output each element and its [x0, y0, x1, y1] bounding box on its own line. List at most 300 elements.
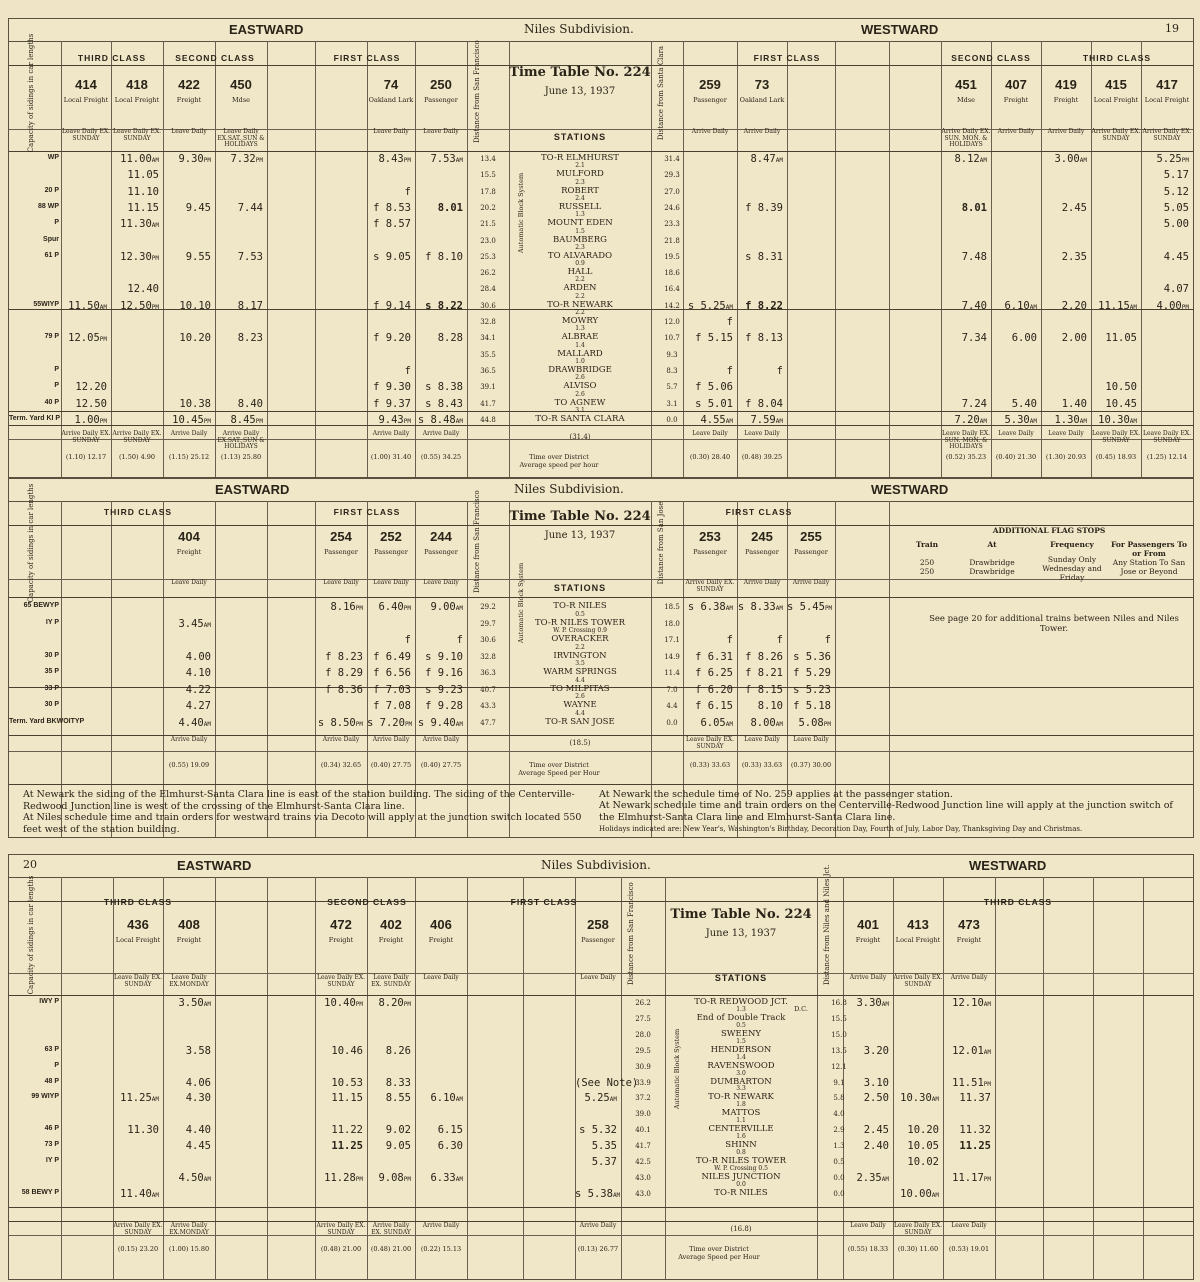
departure-frequency: Leave Daily EX. SUNDAY — [685, 736, 735, 750]
time-cell: 4.00 — [185, 650, 211, 663]
time-cell: 8.33 — [385, 1076, 411, 1089]
train-name-253: Passenger — [693, 548, 727, 556]
station-name: ROBERT — [561, 185, 599, 196]
time-cell: f — [404, 364, 411, 377]
station-interval: 2.2 — [575, 276, 585, 284]
distance-sf: 39.1 — [480, 383, 496, 392]
time-cell: 10.10 — [179, 299, 211, 312]
distance-end: 12.0 — [664, 318, 680, 326]
time-cell: s 7.20PM — [367, 716, 413, 729]
distance-sf: 41.7 — [635, 1142, 651, 1151]
train-number-413: 413 — [907, 917, 929, 932]
arrival-frequency: Arrive Daily — [422, 430, 460, 437]
time-cell: 11.00AM — [120, 153, 159, 165]
station-interval: 3.0 — [736, 1069, 746, 1077]
time-cell: s 5.25AM — [687, 299, 733, 312]
arrival-frequency: Arrive Daily EX. SUNDAY — [113, 1222, 163, 1236]
time-cell: 8.23 — [237, 332, 263, 345]
train-name-259: Passenger — [693, 96, 727, 104]
time-cell: 11.37 — [959, 1092, 991, 1105]
time-over-district-value: (0.52) 35.23 — [945, 453, 987, 461]
time-over-district-value: (0.45) 18.93 — [1095, 453, 1137, 461]
time-cell: 10.05 — [907, 1140, 939, 1153]
time-cell: s 9.23 — [425, 683, 463, 696]
class-header-w3: THIRD CLASS — [1082, 53, 1152, 63]
station-interval: 2.1 — [575, 162, 585, 170]
time-over-district-label: Time over District — [689, 1245, 749, 1253]
total-distance: (18.5) — [569, 739, 591, 747]
distance-sf: 15.5 — [480, 171, 496, 180]
time-cell: 5.05 — [1163, 201, 1189, 214]
time-over-district-value: (0.30) 28.40 — [689, 453, 731, 461]
time-cell: f 6.25 — [695, 667, 733, 679]
time-cell: 7.34 — [961, 332, 987, 345]
station-name: ARDEN — [563, 283, 597, 294]
train-number-418: 418 — [126, 77, 148, 92]
arrival-frequency: Arrive Daily — [322, 736, 360, 743]
arrival-frequency: Arrive Daily EX. SUNDAY — [112, 430, 162, 444]
station-name: HENDERSON — [710, 1044, 772, 1055]
train-frequency-254: Leave Daily — [323, 579, 359, 586]
time-cell: f 8.26 — [745, 650, 783, 663]
train-number-415: 415 — [1105, 77, 1127, 92]
arrival-frequency: Arrive Daily — [372, 736, 410, 743]
time-over-district-value: (0.40) 27.75 — [370, 761, 412, 769]
train-name-473: Freight — [956, 936, 982, 944]
siding-capacity: P — [54, 1061, 59, 1069]
timetable-panel-page-20 — [8, 854, 1194, 1280]
train-frequency-258: Leave Daily — [580, 974, 616, 981]
time-cell: 8.47AM — [750, 153, 783, 165]
siding-capacity: 20 P — [44, 186, 59, 194]
time-cell: 2.00 — [1061, 332, 1087, 345]
train-number-255: 255 — [800, 529, 822, 544]
grid-rule-v — [215, 877, 216, 1279]
time-cell: 9.05 — [385, 1140, 411, 1153]
panel-header — [9, 855, 1193, 878]
timetable-panel-niles-san-jose — [8, 478, 1194, 838]
grid-rule-v — [267, 501, 268, 837]
time-cell: 8.17 — [237, 299, 263, 312]
train-name-414: Local Freight — [63, 96, 109, 104]
siding-capacity: IY P — [45, 618, 59, 626]
distance-sf: 30.6 — [480, 636, 496, 644]
time-cell: s 6.38AM — [687, 601, 733, 613]
time-cell: 4.00PM — [1156, 299, 1189, 312]
station-interval: 1.8 — [736, 1101, 746, 1109]
station-interval: 4.4 — [575, 676, 585, 684]
distance-end: 2.9 — [833, 1126, 845, 1135]
grid-rule-v — [61, 501, 62, 837]
train-frequency-259: Arrive Daily — [691, 128, 729, 135]
distance-end: 0.0 — [833, 1173, 845, 1182]
station-name: TO ALVARADO — [547, 250, 613, 261]
arrival-frequency: Arrive Daily — [422, 1222, 460, 1229]
siding-capacity: 61 P — [44, 251, 59, 259]
time-cell: 2.35AM — [856, 1171, 889, 1184]
distance-sf: 28.0 — [635, 1030, 651, 1039]
time-cell: 12.10AM — [952, 997, 991, 1009]
distance-end: 18.5 — [664, 603, 680, 611]
train-frequency-418: Leave Daily EX. SUNDAY — [112, 128, 162, 142]
train-frequency-253: Arrive Daily EX. SUNDAY — [685, 579, 735, 593]
time-cell: 5.25PM — [1156, 153, 1189, 165]
distance-from-sf-label: Distance from San Francisco — [627, 882, 635, 985]
siding-capacity: Spur — [43, 235, 59, 243]
station-name: TO-R ELMHURST — [541, 153, 619, 163]
train-number-451: 451 — [955, 77, 977, 92]
distance-sf: 42.5 — [635, 1158, 651, 1166]
time-cell: 10.50 — [1105, 381, 1137, 394]
distance-end: 24.6 — [664, 203, 680, 212]
departure-frequency: Leave Daily EX. SUNDAY — [1091, 430, 1141, 444]
distance-end: 15.5 — [831, 1014, 847, 1023]
distance-sf: 26.2 — [635, 999, 651, 1007]
station-name: ALVISO — [563, 381, 597, 392]
station-interval: 3.5 — [575, 660, 585, 667]
class-header-w1: FIRST CLASS — [753, 53, 821, 63]
time-cell: 7.32PM — [230, 153, 263, 165]
time-cell: 5.12 — [1163, 185, 1189, 198]
train-number-436: 436 — [127, 917, 149, 932]
station-interval: 1.3 — [575, 325, 585, 333]
arrival-frequency: Arrive Daily — [579, 1222, 617, 1229]
time-cell: f — [824, 634, 831, 646]
time-cell: f 8.57 — [373, 218, 411, 231]
time-cell: s 8.33AM — [737, 601, 783, 613]
time-over-district-value: (0.37) 30.00 — [790, 761, 832, 769]
average-speed-label: Average Speed per Hour — [518, 769, 600, 777]
train-number-473: 473 — [958, 917, 980, 932]
time-cell: 4.22 — [185, 683, 211, 696]
train-number-250: 250 — [430, 77, 452, 92]
time-cell: 11.15AM — [1098, 299, 1137, 312]
grid-rule-v — [111, 501, 112, 837]
time-cell: 6.10AM — [1004, 299, 1037, 312]
time-cell: 2.40 — [863, 1140, 889, 1153]
time-cell: 8.40 — [237, 397, 263, 410]
distance-sf: 26.2 — [480, 269, 496, 278]
train-frequency-404: Leave Daily — [171, 579, 207, 586]
time-cell: 9.00AM — [430, 601, 463, 613]
train-name-255: Passenger — [794, 548, 828, 556]
train-frequency-401: Arrive Daily — [849, 974, 887, 981]
time-cell: 12.50PM — [120, 299, 159, 312]
time-over-district-value: (0.40) 27.75 — [420, 761, 462, 769]
time-cell: 11.50AM — [68, 299, 107, 312]
time-cell: 9.30PM — [178, 153, 211, 165]
station-interval: 2.6 — [575, 693, 585, 700]
time-cell: 9.43PM — [378, 413, 411, 426]
time-cell: 5.37 — [591, 1156, 617, 1168]
train-name-450: Mdse — [232, 96, 250, 104]
flag-at: Drawbridge Drawbridge — [969, 558, 1015, 576]
class-header-e3: THIRD CLASS — [77, 53, 147, 63]
distance-end: 13.5 — [831, 1046, 847, 1055]
train-frequency-250: Leave Daily — [423, 128, 459, 135]
distance-from-end-label: Distance from Niles and Niles Jct. — [823, 864, 831, 985]
station-name: MATTOS — [721, 1108, 761, 1119]
time-cell: f 8.21 — [745, 667, 783, 679]
station-name: TO-R NILES — [714, 1187, 768, 1198]
time-cell: 5.17 — [1163, 169, 1189, 182]
time-cell: 10.00AM — [900, 1187, 939, 1200]
station-interval: 1.0 — [575, 357, 585, 365]
train-frequency-406: Leave Daily — [423, 974, 459, 981]
time-cell: s 8.31 — [745, 250, 783, 263]
time-over-district-value: (0.48) 21.00 — [370, 1245, 412, 1253]
time-cell: s 8.48AM — [417, 413, 463, 426]
time-cell: 4.30 — [185, 1092, 211, 1105]
grid-rule-v — [1093, 877, 1094, 1279]
grid-rule-v — [1043, 877, 1044, 1279]
time-cell: 11.22 — [331, 1124, 363, 1137]
station-name: DUMBARTON — [710, 1076, 772, 1087]
time-over-district-value: (0.48) 21.00 — [320, 1245, 362, 1253]
time-over-district-value: (0.40) 21.30 — [995, 453, 1037, 461]
distance-end: 1.3 — [833, 1142, 845, 1151]
train-frequency-415: Arrive Daily EX. SUNDAY — [1091, 128, 1141, 142]
time-cell: 7.24 — [961, 397, 987, 410]
siding-capacity: P — [54, 219, 59, 227]
distance-end: 29.3 — [664, 171, 680, 180]
station-name: ALBRAE — [561, 332, 599, 343]
time-cell: 2.45 — [863, 1124, 889, 1137]
time-cell: 7.48 — [961, 250, 987, 263]
station-interval: 0.5 — [736, 1021, 746, 1029]
time-cell: f — [726, 316, 733, 328]
time-cell: 4.27 — [185, 700, 211, 712]
time-cell: 3.50AM — [178, 997, 211, 1009]
train-frequency-450: Leave Daily EX.SAT.,SUN & HOLIDAYS — [217, 128, 265, 148]
train-name-250: Passenger — [424, 96, 458, 104]
time-cell: s 5.23 — [793, 683, 831, 696]
time-over-district-value: (1.50) 4.90 — [118, 453, 156, 461]
time-cell: 6.15 — [437, 1124, 463, 1137]
time-cell: 11.25 — [331, 1140, 363, 1153]
station-name: TO-R SANTA CLARA — [535, 413, 625, 424]
station-interval: 1.4 — [575, 341, 585, 349]
distance-end: 8.3 — [666, 366, 678, 375]
train-name-74: Oakland Lark — [368, 96, 414, 104]
train-name-73: Oakland Lark — [739, 96, 785, 104]
time-over-district-value: (1.10) 12.17 — [65, 453, 107, 461]
time-cell: 10.30AM — [1098, 413, 1137, 426]
time-cell: 11.25AM — [120, 1092, 159, 1105]
time-cell: 4.40 — [185, 1124, 211, 1137]
station-name: BAUMBERG — [553, 234, 607, 245]
time-cell: f 5.06 — [695, 381, 733, 394]
time-over-district-value: (1.15) 25.12 — [168, 453, 210, 461]
distance-sf: 43.3 — [480, 702, 496, 710]
timetable-number: Time Table No. 224 — [509, 65, 651, 80]
train-frequency-402: Leave Daily EX. SUNDAY — [371, 974, 411, 988]
train-name-407: Freight — [1003, 96, 1029, 104]
time-cell: s 8.43 — [425, 397, 463, 410]
station-name: RAVENSWOOD — [707, 1060, 775, 1071]
distance-sf: 21.5 — [480, 220, 496, 229]
distance-end: 12.1 — [831, 1062, 847, 1071]
timetable-title-block — [509, 509, 651, 541]
train-number-74: 74 — [383, 77, 399, 92]
footnote-holidays: Holidays indicated are: New Year's, Washington's Birthday, Decoration Day, Fourth of July, Labor Day, Thanksgiving Day and Christmas. — [599, 825, 1083, 833]
time-cell: s 5.38AM — [575, 1187, 621, 1200]
distance-end: 5.8 — [833, 1094, 845, 1103]
time-cell: 4.07 — [1163, 283, 1189, 296]
double-track-mark: D.C. — [794, 1005, 808, 1013]
time-cell: f 9.37 — [373, 397, 411, 410]
time-over-district-value: (1.30) 20.93 — [1045, 453, 1087, 461]
station-name: HALL — [567, 267, 593, 278]
time-cell: f 9.16 — [425, 667, 463, 679]
time-cell: 4.45 — [185, 1140, 211, 1153]
time-cell: 3.58 — [185, 1044, 211, 1057]
station-name: OVERACKER — [551, 634, 609, 644]
time-cell: 9.45 — [185, 201, 211, 214]
siding-capacity: 30 P — [44, 651, 59, 659]
average-speed-label: Average Speed per Hour — [678, 1253, 760, 1261]
station-name: TO-R NILES TOWER — [534, 617, 626, 628]
distance-end: 17.1 — [664, 636, 680, 644]
station-name: RUSSELL — [558, 201, 602, 212]
siding-capacity: P — [54, 382, 59, 390]
time-cell: (See Note) — [575, 1076, 639, 1089]
distance-from-end-label: Distance from Santa Clara — [657, 45, 665, 141]
distance-sf: 13.4 — [480, 155, 496, 163]
siding-capacity: Term. Yard KI P — [9, 414, 61, 422]
siding-capacity: IWY P — [39, 998, 59, 1005]
distance-sf: 28.4 — [480, 285, 496, 294]
siding-capacity: 46 P — [44, 1125, 59, 1133]
time-cell: 2.20 — [1061, 299, 1087, 312]
distance-end: 23.3 — [664, 220, 680, 229]
time-cell: f 8.29 — [325, 667, 363, 679]
flag-col-frequency: Frequency — [1050, 540, 1094, 549]
time-over-district-value: (0.30) 11.60 — [897, 1245, 939, 1253]
time-over-district-value: (0.33) 33.63 — [689, 761, 731, 769]
panel-header — [9, 19, 1193, 42]
distance-sf: 36.5 — [480, 366, 496, 375]
distance-end: 0.0 — [666, 415, 678, 424]
station-interval: 0.8 — [736, 1149, 746, 1156]
time-cell: s 8.50PM — [317, 716, 363, 729]
time-cell: f 5.18 — [793, 700, 831, 712]
time-cell: 11.30AM — [120, 218, 159, 231]
train-name-245: Passenger — [745, 548, 779, 556]
train-name-244: Passenger — [424, 548, 458, 556]
time-cell: 8.26 — [385, 1044, 411, 1057]
time-cell: 10.45 — [1105, 397, 1137, 410]
distance-end: 0.0 — [833, 1189, 845, 1198]
time-cell: f 5.15 — [695, 332, 733, 345]
timetable-number: Time Table No. 224 — [509, 509, 651, 524]
grid-rule-h — [9, 751, 1193, 752]
siding-capacity: 65 BEWYP — [23, 602, 59, 609]
train-number-419: 419 — [1055, 77, 1077, 92]
time-cell: f 6.49 — [373, 650, 411, 663]
flag-for: Any Station To San Jose or Beyond — [1112, 558, 1186, 576]
distance-sf: 29.5 — [635, 1046, 651, 1055]
time-cell: f 7.03 — [373, 683, 411, 696]
train-number-408: 408 — [178, 917, 200, 932]
time-cell: 8.28 — [437, 332, 463, 345]
train-frequency-417: Arrive Daily EX. SUNDAY — [1142, 128, 1192, 142]
time-cell: f — [404, 185, 411, 198]
station-name: DRAWBRIDGE — [548, 364, 612, 375]
distance-sf: 32.8 — [480, 318, 496, 326]
distance-from-sf-label: Distance from San Francisco — [473, 490, 481, 593]
distance-from-end-label: Distance from San Jose — [657, 501, 665, 585]
train-frequency-451: Arrive Daily EX. SUN. MON. & HOLIDAYS — [941, 128, 991, 148]
station-name: NILES JUNCTION — [701, 1171, 781, 1182]
distance-sf: 29.2 — [480, 603, 496, 611]
class-header-e2: SECOND CLASS — [175, 53, 255, 63]
class-header-e1: FIRST CLASS — [333, 507, 401, 517]
timetable-panel-page-19 — [8, 18, 1194, 478]
time-cell: f — [456, 634, 463, 646]
time-over-district-value: (0.22) 15.13 — [420, 1245, 462, 1253]
eastward-heading: EASTWARD — [215, 482, 290, 497]
train-frequency-73: Arrive Daily — [743, 128, 781, 135]
time-cell: 4.45 — [1163, 250, 1189, 263]
time-cell: 10.30AM — [900, 1092, 939, 1105]
footnote-niles-schedule: At Niles schedule time and train orders for westward trains via Decoto will apply at the junction switch located 550 feet west of the station building. — [23, 812, 582, 835]
siding-capacity: 40 P — [44, 398, 59, 406]
time-cell: f — [404, 634, 411, 646]
siding-capacity: 99 WIYP — [31, 1093, 59, 1101]
subdivision-title: Niles Subdivision. — [524, 22, 634, 36]
train-frequency-473: Arrive Daily — [950, 974, 988, 981]
arrival-frequency: Arrive Daily EX.MONDAY — [169, 1222, 209, 1236]
time-over-district-value: (1.00) 15.80 — [168, 1245, 210, 1253]
distance-sf: 40.1 — [635, 1126, 651, 1135]
distance-end: 10.7 — [664, 334, 680, 343]
arrival-frequency: Arrive Daily EX. SUNDAY — [61, 430, 111, 444]
time-cell: f 8.53 — [373, 201, 411, 214]
train-number-404: 404 — [178, 529, 200, 544]
time-cell: 8.10 — [757, 700, 783, 712]
time-cell: 4.55AM — [700, 413, 733, 426]
distance-sf: 36.3 — [480, 669, 496, 677]
train-number-402: 402 — [380, 917, 402, 932]
distance-end: 9.3 — [666, 350, 678, 359]
distance-sf: 44.8 — [480, 415, 496, 424]
train-frequency-252: Leave Daily — [373, 579, 409, 586]
station-name: TO-R REDWOOD JCT. — [694, 997, 788, 1007]
time-cell: s 5.45PM — [787, 601, 833, 613]
class-header-e1: FIRST CLASS — [510, 897, 578, 907]
time-cell: 11.28PM — [324, 1171, 363, 1184]
time-cell: 12.30PM — [120, 250, 159, 263]
distance-sf: 41.7 — [480, 399, 496, 408]
arrival-frequency: Arrive Daily — [422, 736, 460, 743]
station-interval: 3.3 — [736, 1085, 746, 1093]
station-name: TO-R NILES — [553, 601, 607, 611]
distance-sf: 23.0 — [480, 236, 496, 245]
train-frequency-413: Arrive Daily EX. SUNDAY — [893, 974, 943, 988]
total-distance: (31.4) — [569, 433, 591, 441]
siding-capacity: 58 BEWY P — [21, 1188, 59, 1196]
time-cell: 8.00AM — [750, 716, 783, 729]
time-cell: 10.46 — [331, 1044, 363, 1057]
time-cell: f 8.10 — [425, 250, 463, 263]
time-cell: 8.12AM — [954, 153, 987, 165]
time-cell: 12.05PM — [68, 332, 107, 345]
train-name-417: Local Freight — [1144, 96, 1190, 104]
time-cell: 9.02 — [385, 1124, 411, 1137]
timetable-date: June 13, 1937 — [544, 530, 616, 541]
time-cell: 11.17PM — [952, 1171, 991, 1184]
